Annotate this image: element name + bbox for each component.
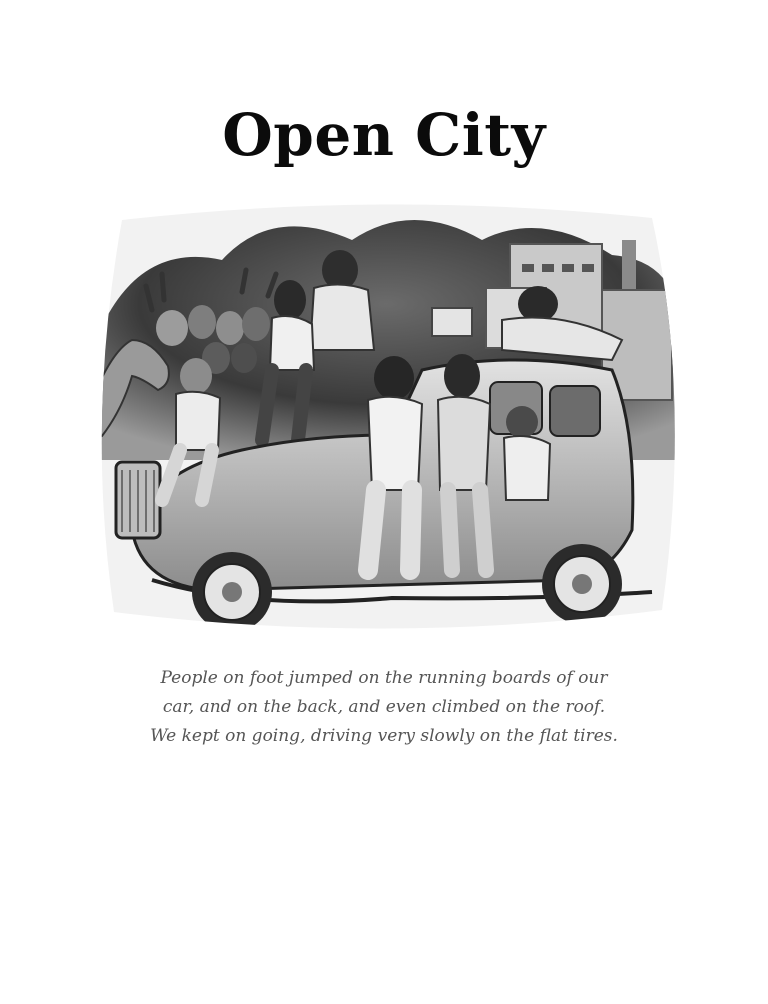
page-title: Open City	[222, 101, 546, 169]
illustration-art	[92, 200, 680, 636]
caption-line: People on foot jumped on the running boards of our	[160, 668, 608, 688]
caption-line: car, and on the back, and even climbed on the roof.	[162, 697, 606, 717]
caption-line: We kept on going, driving very slowly on the flat tires.	[150, 726, 618, 746]
illustration-caption	[0, 664, 768, 751]
crowded-car-illustration	[92, 200, 680, 636]
